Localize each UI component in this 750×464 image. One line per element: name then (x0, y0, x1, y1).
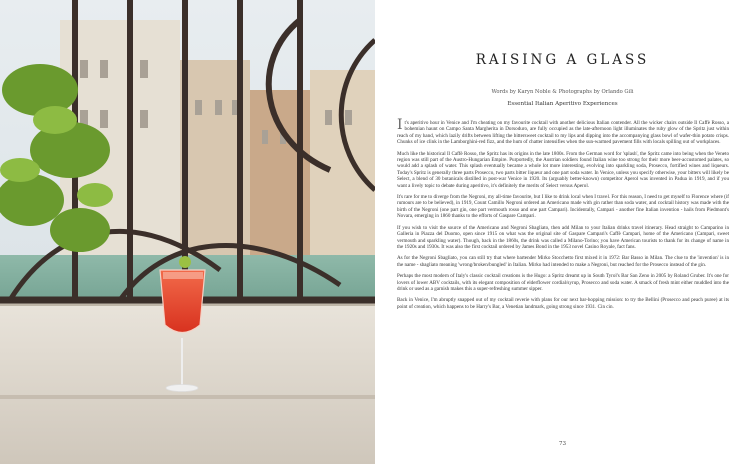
article-byline: Words by Karyn Noble & Photographs by Orlando Gili (491, 89, 634, 95)
drop-cap: I (397, 117, 403, 133)
article-title: RAISING A GLASS (475, 52, 650, 68)
article-paragraph: It's rare for me to diverge from the Negroni, my all-time favourite, but I like to drink local when I travel. For this reason, I need to get myself to Florence where (if rumours are to be believed), in 1919, Count Camillo Negroni ordered an Americano made with gin rather than soda water, and cocktail history was made with the birth of the Negroni (one part gin, one part vermouth rosso and one part Campari). Incidentally, Campari - another fine Italian invention - hails from Piedmont's Novara, emerging in 1860 thanks to the efforts of Gaspare Campari. (397, 194, 729, 220)
article-page (375, 0, 750, 464)
article-body (397, 117, 729, 315)
article-subtitle: Essential Italian Aperitivo Experiences (507, 101, 618, 107)
page-number: 73 (558, 441, 567, 447)
article-paragraph: Back in Venice, I'm abruptly snapped out of my cocktail reverie with plans for our next bar-hopping mission: to try the Bellini (Prosecco and peach puree) at its point of creation, which happens to be Harry's Bar, a Venetian landmark, going strong since 1931. Cin cin. (397, 297, 729, 310)
article-paragraph: Much like the historical Il Caffè Rosso, the Spritz has its origins in the late 1800s. From the German word for 'splash', the Spritz came into being when the Veneto region was still part of the Austro-Hungarian Empire. Purportedly, the Austrian soldiers found Italian wine too strong for their more beer-accustomed palates, so would add a splash of water. This splash eventually became a whole lot more interesting, evolving into sparkling soda, Prosecco, fortified wines and liqueurs. Today's Spritz is generally three parts Prosecco, two parts bitter liqueur and one part soda water. In Venice, unless you specify otherwise, your bitters will likely be Select, a blend of 30 botanicals distilled in post-war Venice in 1920. Its (arguably better-known) competitor Aperol was invented in Padua in 1919, and if you want a lively topic to debate during aperitivo, it's definitely the merits of Select versus Aperol. (397, 150, 729, 189)
article-paragraph: If you wish to visit the source of the Americano and Negroni Sbagliato, then add Milan to your Italian drinks travel itinerary. Head straight to Camparino in Galleria in Piazza del Duomo, open since 1915 on what was the original site of Gaspare Campari's Caffè Campari, home of the Americano (Campari, sweet vermouth and sparkling water). Though, back in the 1860s, the drink was called a Milano-Torino; you have American tourists to thank for its change of name in the 1920s and 1930s. It was also the first cocktail ordered by James Bond in the 1953 novel Casino Royale, fact fans. (397, 224, 729, 250)
article-paragraph: As for the Negroni Sbagliato, you can still try that where bartender Mirko Stocchetto first mixed it in 1972: Bar Basso in Milan. The clue to the 'invention' is in the name - sbagliato meaning 'wrong/broken/bungled' in Italian. Mirko had intended to make a Negroni, but reached for the Prosecco instead of the gin. (397, 255, 729, 268)
article-paragraph: It's aperitivo hour in Venice and I'm cheating on my favourite cocktail with another delicious Italian contender. All the wicker chairs outside Il Caffè Rosso, a bohemian haunt on Campo Santa Margherita in Dorsoduro, are fully occupied as the late-afternoon light illuminates the ruby glow of the Spritz just within reach of my hand, which lazily drifts between lifting the bittersweet cocktail to my lips and dipping into the accompanying glass bowl of wafer-thin potato crisps. Chunks of ice clink in the Lamborghini-red fizz, and the hum of chatter intensifies when the sun-warmed pavement fills with locals spilling out of workplaces. (397, 117, 729, 146)
article-paragraph: Perhaps the most modern of Italy's classic cocktail creations is the Hugo: a Spritz dreamt up in South Tyrol's Bar San Zeno in 2005 by Roland Gruber. It's one for lovers of lower ABV cocktails, with its elegant composition of elderflower cordial/syrup, Prosecco and soda water. A smack of fresh mint either muddled into the drink or used as a garnish makes this a super-refreshing summer sipper. (397, 273, 729, 292)
